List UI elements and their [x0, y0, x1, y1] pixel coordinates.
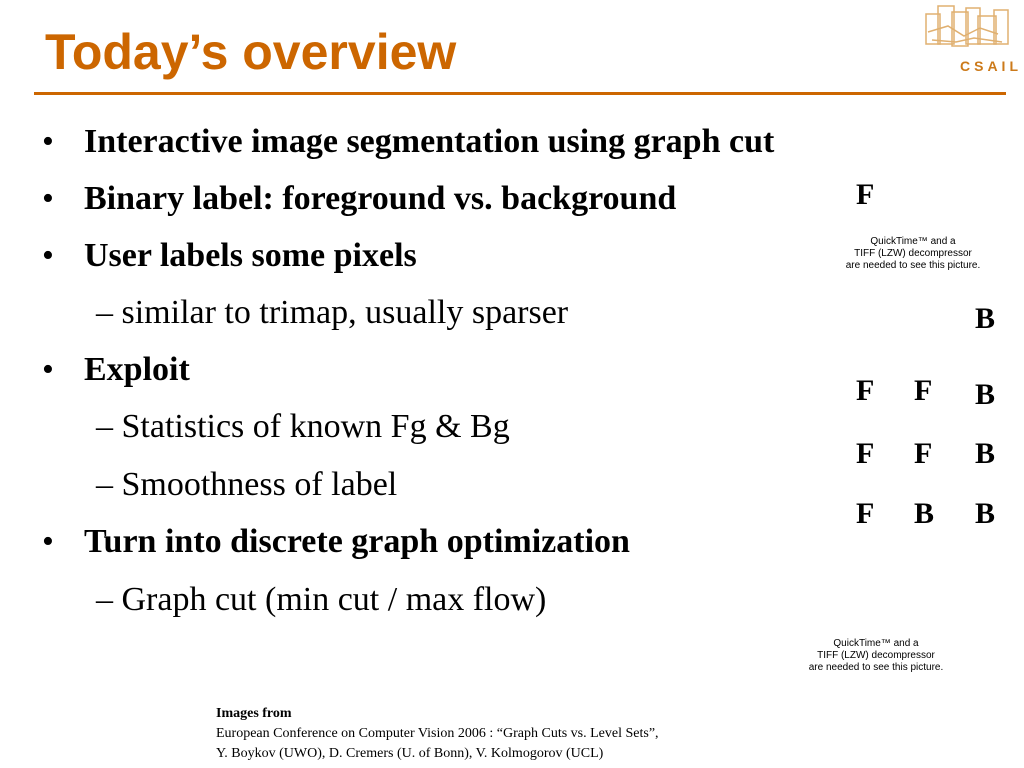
bullet-mark: • [42, 123, 54, 160]
bullet-text: Exploit [84, 351, 190, 388]
sub-bullet-item: – Graph cut (min cut / max flow) [96, 581, 547, 618]
bullet-item [42, 350, 190, 390]
grid-label: F [914, 374, 933, 407]
bullet-mark: • [42, 351, 54, 388]
grid-label: B [914, 497, 935, 530]
placeholder-text: are needed to see this picture. [845, 260, 981, 271]
credit-line: European Conference on Computer Vision 2006 : “Graph Cuts vs. Level Sets”, [216, 726, 659, 741]
bullet-text: User labels some pixels [84, 237, 417, 274]
csail-buildings-icon [918, 2, 1022, 58]
grid-label: F [856, 374, 875, 407]
placeholder-text: QuickTime™ and a [833, 638, 919, 649]
image-placeholder-bottom [794, 638, 958, 674]
credit-line: Y. Boykov (UWO), D. Cremers (U. of Bonn), V. Kolmogorov (UCL) [216, 746, 604, 761]
placeholder-text: are needed to see this picture. [808, 662, 944, 673]
label-foreground: F [856, 178, 875, 211]
bullet-mark: • [42, 237, 54, 274]
bullet-item [42, 522, 630, 562]
grid-label: B [975, 497, 996, 530]
image-credit [216, 704, 659, 764]
bullet-text: Turn into discrete graph optimization [84, 523, 630, 560]
placeholder-text: QuickTime™ and a [870, 236, 956, 247]
bullet-item [42, 236, 417, 276]
slide-title: Today’s overview [45, 24, 457, 80]
image-placeholder-top [830, 236, 996, 272]
sub-bullet-item: – Statistics of known Fg & Bg [96, 408, 510, 445]
sub-bullet-item: – Smoothness of label [96, 466, 398, 503]
placeholder-text: TIFF (LZW) decompressor [854, 248, 972, 259]
bullet-item [42, 179, 676, 219]
grid-label: B [975, 437, 996, 470]
grid-label: F [856, 437, 875, 470]
csail-logo [918, 2, 1022, 74]
sub-bullet-item: – similar to trimap, usually sparser [96, 294, 569, 331]
grid-label: F [856, 497, 875, 530]
grid-label: F [914, 437, 933, 470]
csail-logo-text: CSAIL [960, 58, 1022, 74]
grid-label: B [975, 378, 996, 411]
credit-heading: Images from [216, 706, 292, 721]
bullet-mark: • [42, 180, 54, 217]
bullet-text: Binary label: foreground vs. background [84, 180, 677, 217]
bullet-item [42, 122, 774, 162]
label-background: B [975, 302, 996, 335]
bullet-text: Interactive image segmentation using graph cut [84, 123, 775, 160]
title-underline [34, 92, 1006, 95]
bullet-mark: • [42, 523, 54, 560]
placeholder-text: TIFF (LZW) decompressor [817, 650, 935, 661]
